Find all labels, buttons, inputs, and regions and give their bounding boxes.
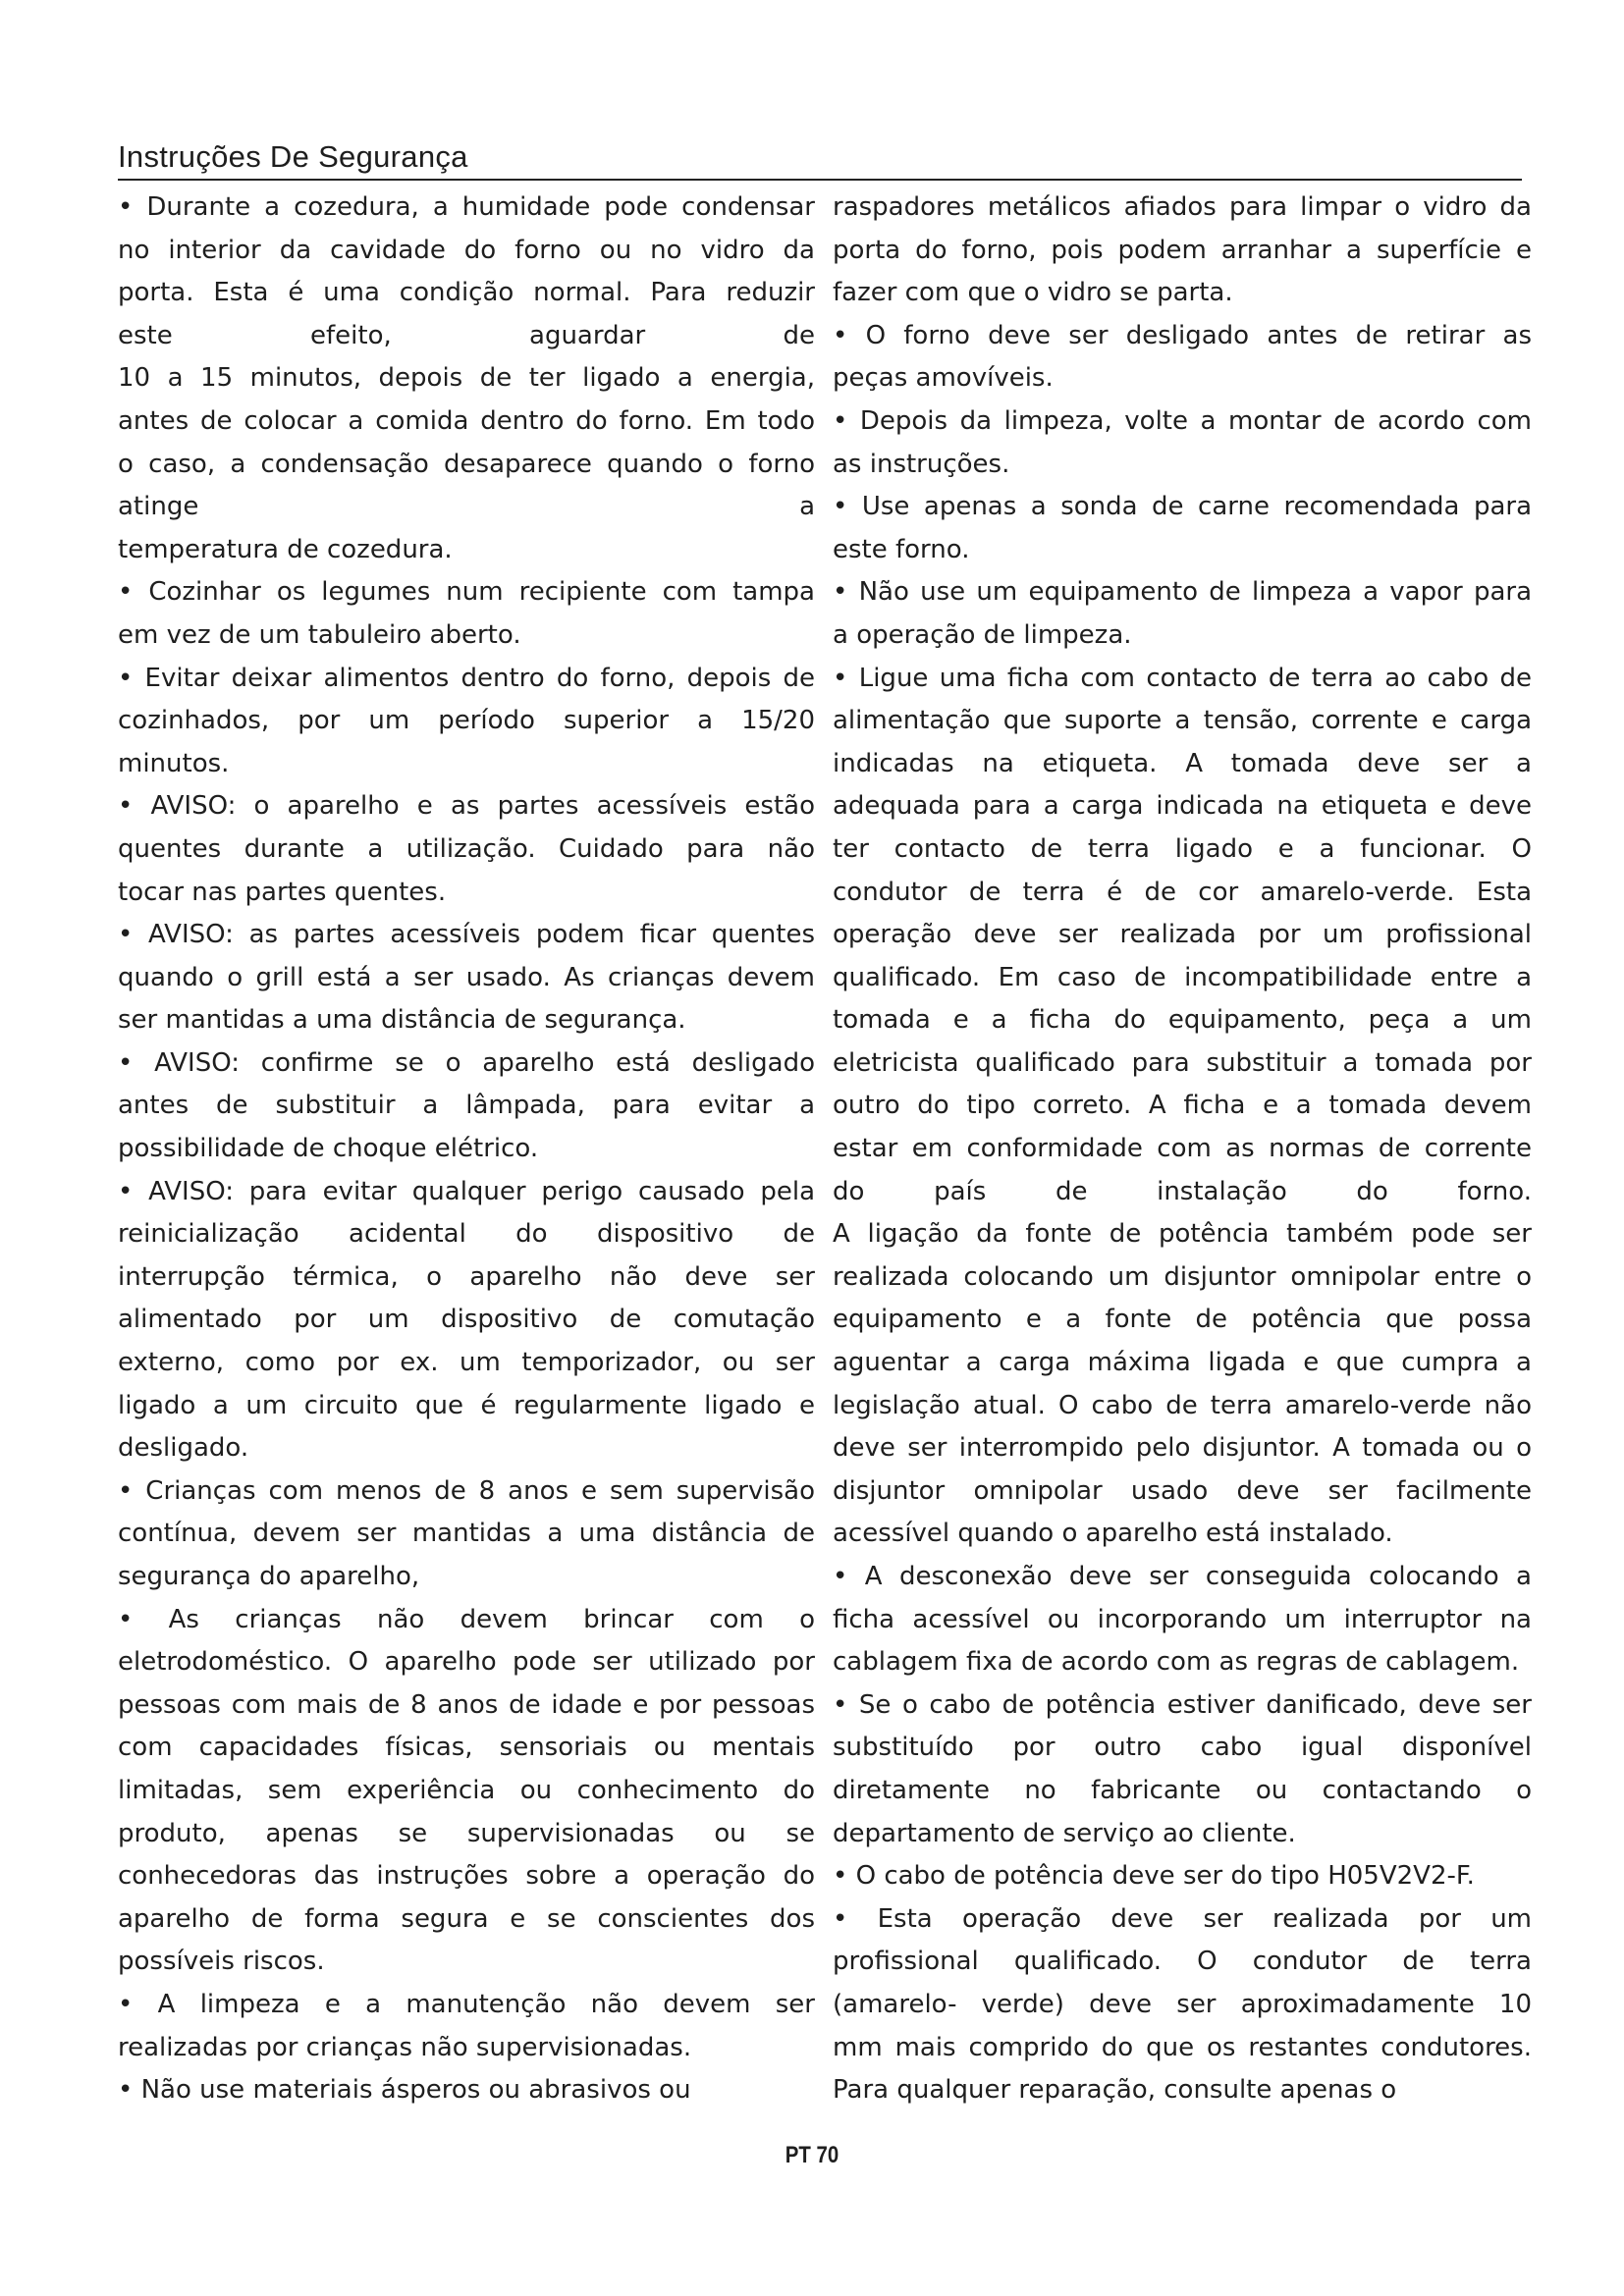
text-line: aparelho de forma segura e se conscientes dos (118, 1903, 815, 1934)
text-line: ficha acessível ou incorporando um interruptor na (833, 1604, 1532, 1634)
text-line: • Esta operação deve ser realizada por um (833, 1903, 1532, 1934)
text-line: legislação atual. O cabo de terra amarelo-verde não (833, 1390, 1532, 1420)
text-line: do país de instalação do forno. (833, 1176, 1532, 1206)
text-line: minutos. (118, 748, 230, 778)
text-line: 10 a 15 minutos, depois de ter ligado a energia, (118, 363, 815, 394)
text-line: indicadas na etiqueta. A tomada deve ser a (833, 748, 1532, 778)
text-line: • A limpeza e a manutenção não devem ser (118, 1989, 815, 2019)
text-line: • Depois da limpeza, volte a montar de acordo com (833, 405, 1532, 436)
text-line: pessoas com mais de 8 anos de idade e por pessoas (118, 1689, 815, 1720)
text-line: profissional qualificado. O condutor de terra (833, 1947, 1532, 1977)
text-line: limitadas, sem experiência ou conhecimento do (118, 1775, 815, 1805)
text-line: porta. Esta é uma condição normal. Para reduzir (118, 278, 815, 308)
text-line: • As crianças não devem brincar com o (118, 1604, 815, 1634)
text-line: aguentar a carga máxima ligada e que cumpra a (833, 1348, 1532, 1378)
text-line: porta do forno, pois podem arranhar a superfície e (833, 235, 1532, 265)
text-line: equipamento e a fonte de potência que possa (833, 1305, 1532, 1335)
text-line: este efeito, aguardar de (118, 320, 815, 350)
text-line: substituído por outro cabo igual disponível (833, 1733, 1532, 1763)
text-line: antes de substituir a lâmpada, para evitar a (118, 1091, 815, 1121)
text-line: fazer com que o vidro se parta. (833, 278, 1233, 308)
text-line: • AVISO: confirme se o aparelho está desligado (118, 1047, 815, 1078)
text-line: • AVISO: o aparelho e as partes acessíveis estão (118, 791, 815, 822)
text-line: deve ser interrompido pelo disjuntor. A tomada ou o (833, 1433, 1532, 1464)
text-line: condutor de terra é de cor amarelo-verde. Esta (833, 877, 1532, 907)
text-line: • Use apenas a sonda de carne recomendada para (833, 492, 1532, 522)
left-text-column (118, 187, 815, 2110)
text-line: reinicialização acidental do dispositivo de (118, 1219, 815, 1250)
text-line: disjuntor omnipolar usado deve ser facilmente (833, 1475, 1532, 1506)
text-line: mm mais comprido do que os restantes condutores. (833, 2032, 1532, 2062)
text-line: quando o grill está a ser usado. As crianças devem (118, 962, 815, 992)
text-line: desligado. (118, 1433, 249, 1464)
text-line: quentes durante a utilização. Cuidado para não (118, 833, 815, 864)
text-line: alimentação que suporte a tensão, corrente e carga (833, 706, 1532, 736)
text-line: no interior da cavidade do forno ou no vidro da (118, 235, 815, 265)
text-line: • Cozinhar os legumes num recipiente com tampa (118, 577, 815, 608)
text-line: • Durante a cozedura, a humidade pode condensar (118, 192, 815, 222)
text-line: contínua, devem ser mantidas a uma distância de (118, 1519, 815, 1549)
section-heading: Instruções De Segurança (118, 135, 1522, 181)
text-line: ser mantidas a uma distância de segurança. (118, 1005, 686, 1036)
text-line: este forno. (833, 534, 970, 564)
text-line: realizada colocando um disjuntor omnipolar entre o (833, 1261, 1532, 1292)
text-line: A ligação da fonte de potência também pode ser (833, 1219, 1532, 1250)
text-line: departamento de serviço ao cliente. (833, 1818, 1296, 1848)
text-line: conhecedoras das instruções sobre a operação do (118, 1861, 815, 1892)
text-line: externo, como por ex. um temporizador, ou ser (118, 1348, 815, 1378)
text-line: eletrodoméstico. O aparelho pode ser utilizado por (118, 1647, 815, 1678)
text-line: • AVISO: as partes acessíveis podem ficar quentes (118, 920, 815, 950)
text-line: as instruções. (833, 449, 1010, 479)
text-line: peças amovíveis. (833, 363, 1054, 394)
text-line: cablagem fixa de acordo com as regras de cablagem. (833, 1647, 1520, 1678)
text-line: produto, apenas se supervisionadas ou se (118, 1818, 815, 1848)
text-line: realizadas por crianças não supervisionadas. (118, 2032, 692, 2062)
text-line: antes de colocar a comida dentro do forno. Em todo (118, 405, 815, 436)
text-line: possíveis riscos. (118, 1947, 325, 1977)
text-line: adequada para a carga indicada na etiqueta e deve (833, 791, 1532, 822)
text-line: atinge a (118, 492, 815, 522)
text-line: a operação de limpeza. (833, 619, 1132, 650)
text-line: raspadores metálicos afiados para limpar o vidro da (833, 192, 1532, 222)
text-line: interrupção térmica, o aparelho não deve ser (118, 1261, 815, 1292)
text-line: • Ligue uma ficha com contacto de terra ao cabo de (833, 663, 1532, 693)
text-line: Para qualquer reparação, consulte apenas o (833, 2075, 1397, 2106)
text-line: • AVISO: para evitar qualquer perigo causado pela (118, 1176, 815, 1206)
text-line: ter contacto de terra ligado e a funcionar. O (833, 833, 1532, 864)
text-line: outro do tipo correto. A ficha e a tomada devem (833, 1091, 1532, 1121)
text-line: tocar nas partes quentes. (118, 877, 447, 907)
text-line: eletricista qualificado para substituir a tomada por (833, 1047, 1532, 1078)
text-line: • Evitar deixar alimentos dentro do forno, depois de (118, 663, 815, 693)
text-line: operação deve ser realizada por um profissional (833, 920, 1532, 950)
text-line: acessível quando o aparelho está instalado. (833, 1519, 1393, 1549)
text-line: estar em conformidade com as normas de corrente (833, 1134, 1532, 1164)
text-line: qualificado. Em caso de incompatibilidade entre a (833, 962, 1532, 992)
text-line: • Se o cabo de potência estiver danificado, deve ser (833, 1689, 1532, 1720)
text-line: cozinhados, por um período superior a 15/20 (118, 706, 815, 736)
text-line: (amarelo- verde) deve ser aproximadamente 10 (833, 1989, 1532, 2019)
text-line: segurança do aparelho, (118, 1562, 420, 1591)
text-line: • Não use materiais ásperos ou abrasivos ou (118, 2075, 691, 2106)
text-line: temperatura de cozedura. (118, 534, 453, 564)
text-line: • Não use um equipamento de limpeza a vapor para (833, 577, 1532, 608)
text-line: • A desconexão deve ser conseguida colocando a (833, 1562, 1532, 1591)
text-line: • O forno deve ser desligado antes de retirar as (833, 320, 1532, 350)
text-line: com capacidades físicas, sensoriais ou mentais (118, 1733, 815, 1763)
right-text-column (833, 187, 1532, 2110)
text-line: alimentado por um dispositivo de comutação (118, 1305, 815, 1335)
text-line: tomada e a ficha do equipamento, peça a um (833, 1005, 1532, 1036)
text-line: o caso, a condensação desaparece quando o forno (118, 449, 815, 479)
text-line: • O cabo de potência deve ser do tipo H05V2V2-F. (833, 1861, 1475, 1892)
text-line: diretamente no fabricante ou contactando o (833, 1775, 1532, 1805)
text-line: ligado a um circuito que é regularmente ligado e (118, 1390, 815, 1420)
text-line: em vez de um tabuleiro aberto. (118, 619, 521, 650)
page-number: PT 70 (785, 2142, 839, 2168)
text-line: • Crianças com menos de 8 anos e sem supervisão (118, 1475, 815, 1506)
text-line: possibilidade de choque elétrico. (118, 1134, 539, 1164)
